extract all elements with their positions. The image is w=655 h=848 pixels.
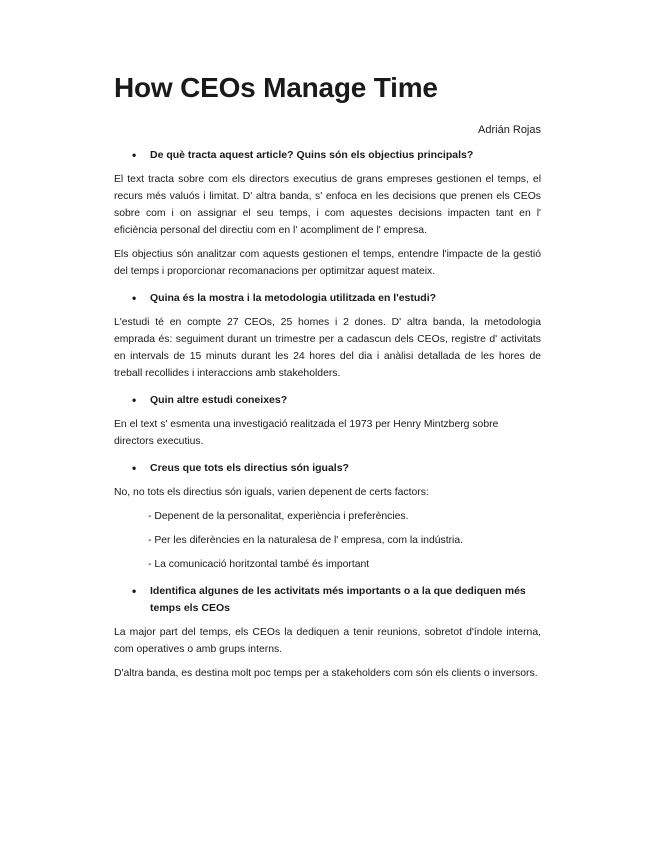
answer-5-paragraph-1: La major part del temps, els CEOs la dediquen a tenir reunions, sobretot d'índole interna, com operatives o amb grups interns. <box>114 627 541 655</box>
bullet-icon: • <box>132 393 137 407</box>
factor-item-3: - La comunicació horitzontal també és important <box>148 559 370 570</box>
question-4 <box>114 460 541 477</box>
bullet-icon: • <box>132 148 137 162</box>
question-5 <box>114 583 541 617</box>
factor-item-2: - Per les diferències en la naturalesa de l' empresa, com la indústria. <box>148 535 464 546</box>
document-page <box>114 70 541 682</box>
author-name: Adrián Rojas <box>478 124 541 136</box>
document-title: How CEOs Manage Time <box>114 72 438 103</box>
bullet-icon: • <box>132 291 137 305</box>
answer-2-paragraph: L'estudi té en compte 27 CEOs, 25 homes i 2 dones. D' altra banda, la metodologia emprada és: seguiment durant un trimestre per a cadascun dels CEOs, registre d' activitats en intervals de 15 minuts durant les 24 hores del dia i anàlisi detallada de les hores de treball recollides i interaccions amb stakeholders. <box>114 317 541 379</box>
question-3 <box>114 392 541 409</box>
answer-4-paragraph: No, no tots els directius són iguals, varien depenent de certs factors: <box>114 487 429 498</box>
answer-1-paragraph-1: El text tracta sobre com els directors executius de grans empreses gestionen el temps, el recurs més valuós i limitat. D' altra banda, s' enfoca en les decisions que prenen els CEOs sobre com i on assignar el seu temps, i com aquestes decisions impacten tant en l' eficiència personal del directiu com en l' acompliment de l' empresa. <box>114 174 541 236</box>
question-5-text: Identifica algunes de les activitats més importants o a la que dediquen més temps els CEOs <box>150 585 526 614</box>
question-3-text: Quin altre estudi coneixes? <box>150 394 288 406</box>
question-1 <box>114 147 541 164</box>
question-1-text: De què tracta aquest article? Quins són els objectius principals? <box>150 149 474 161</box>
bullet-icon: • <box>132 461 137 475</box>
question-2-text: Quina és la mostra i la metodologia utilitzada en l'estudi? <box>150 292 437 304</box>
question-2 <box>114 290 541 307</box>
factor-item-1: - Depenent de la personalitat, experiència i preferències. <box>148 511 409 522</box>
question-4-text: Creus que tots els directius són iguals? <box>150 462 349 474</box>
answer-5-paragraph-2: D'altra banda, es destina molt poc temps per a stakeholders com són els clients o inversors. <box>114 668 538 679</box>
answer-1-paragraph-2: Els objectius són analitzar com aquests gestionen el temps, entendre l'impacte de la gestió del temps i proporcionar recomanacions per optimitzar aquest mateix. <box>114 249 541 277</box>
bullet-icon: • <box>132 584 137 598</box>
answer-3-paragraph: En el text s' esmenta una investigació realitzada el 1973 per Henry Mintzberg sobre directors executius. <box>114 419 499 447</box>
